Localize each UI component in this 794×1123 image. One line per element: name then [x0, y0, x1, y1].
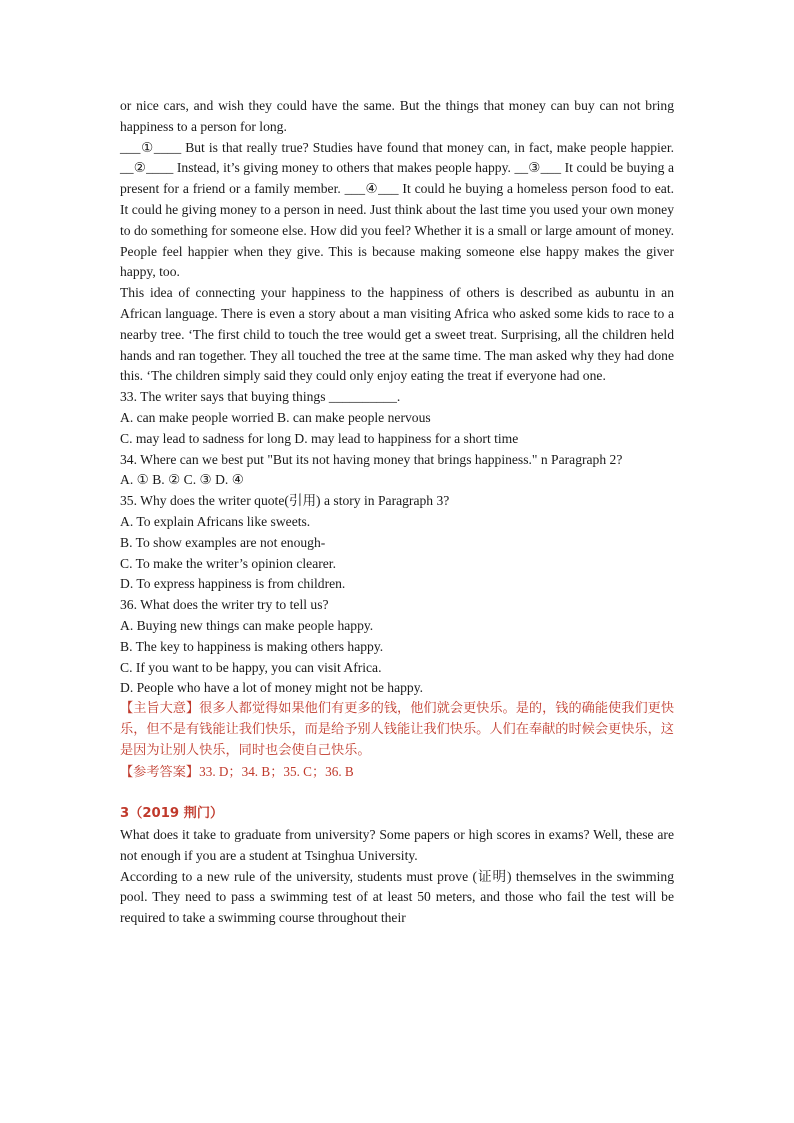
- document-page: [120, 96, 674, 929]
- question-stem: 34. Where can we best put "But its not having money that brings happiness." n Paragraph 2?: [120, 451, 623, 467]
- question-option: A. ① B. ② C. ③ D. ④: [120, 472, 244, 488]
- passage-paragraph-1: or nice cars, and wish they could have the same. But the things that money can buy can not bring happiness to a person for long.: [120, 98, 674, 134]
- answer-text: 33. D；34. B；35. C；36. B: [199, 763, 354, 779]
- question-option: C. To make the writer’s opinion clearer.: [120, 555, 336, 571]
- summary-label: 【主旨大意】: [120, 701, 200, 717]
- question-stem: 36. What does the writer try to tell us?: [120, 597, 329, 613]
- passage-paragraph-3: This idea of connecting your happiness to the happiness of others is described as aubuntu in an African language. There is even a story about a man visiting Africa who asked some kids to race to a nearby tree. ‘The first child to touch the tree would get a sweet treat. Surprising, all the children held hands and ran together. They all touched the tree at the same time. The man asked why they had done this. ‘The children simply said they could only enjoy eating the treat if everyone had one.: [120, 285, 674, 384]
- question-36: [120, 595, 674, 699]
- answer-block: [120, 762, 674, 784]
- question-stem: 35. Why does the writer quote(引用) a story in Paragraph 3?: [120, 493, 450, 509]
- question-option: A. can make people worried B. can make people nervous: [120, 409, 431, 425]
- section3-paragraph-2: According to a new rule of the university, students must prove (证明) themselves in the swimming pool. They need to pass a swimming test of at least 50 meters, and those who fail the test will be required to take a swimming course throughout their: [120, 868, 674, 926]
- question-option: C. If you want to be happy, you can visit Africa.: [120, 659, 382, 675]
- section3-paragraph-1: What does it take to graduate from university? Some papers or high scores in exams? Well, these are not enough if you are a student at Tsinghua University.: [120, 827, 674, 863]
- question-option: B. To show examples are not enough-: [120, 534, 326, 550]
- question-33: [120, 387, 674, 449]
- question-option: D. To express happiness is from children.: [120, 576, 346, 592]
- question-stem: 33. The writer says that buying things __________.: [120, 389, 401, 405]
- question-option: C. may lead to sadness for long D. may lead to happiness for a short time: [120, 430, 519, 446]
- question-option: B. The key to happiness is making others happy.: [120, 638, 384, 654]
- question-35: [120, 491, 674, 595]
- summary-block: [120, 699, 674, 761]
- answer-label: 【参考答案】: [120, 764, 200, 780]
- summary-text: 很多人都觉得如果他们有更多的钱，他们就会更快乐。是的，钱的确能使我们更快乐，但不是有钱能让我们快乐，而是给予别人钱能让我们快乐。人们在奉献的时候会更快乐，这是因为让别人快乐，同时也会使自己快乐。: [120, 701, 675, 758]
- passage-paragraph-2: ___①____ But is that really true? Studies have found that money can, in fact, make people happier. __②____ Instead, it’s giving money to others that makes people happy. __③___ It could be buying a present for a friend or a family member. ___④___ It could he buying a homeless person food to eat. It could he giving money to a person in need. Just think about the last time you used your own money to do something for someone else. How did you feel? Whether it is a small or large amount of money. People feel happier when they give. This is because making someone else happy makes the giver happy, too.: [120, 139, 674, 280]
- question-option: D. People who have a lot of money might not be happy.: [120, 680, 424, 696]
- question-option: A. Buying new things can make people happy.: [120, 617, 374, 633]
- question-34: [120, 450, 674, 492]
- question-option: A. To explain Africans like sweets.: [120, 513, 311, 529]
- section-heading: 3（2019 荆门）: [120, 806, 224, 822]
